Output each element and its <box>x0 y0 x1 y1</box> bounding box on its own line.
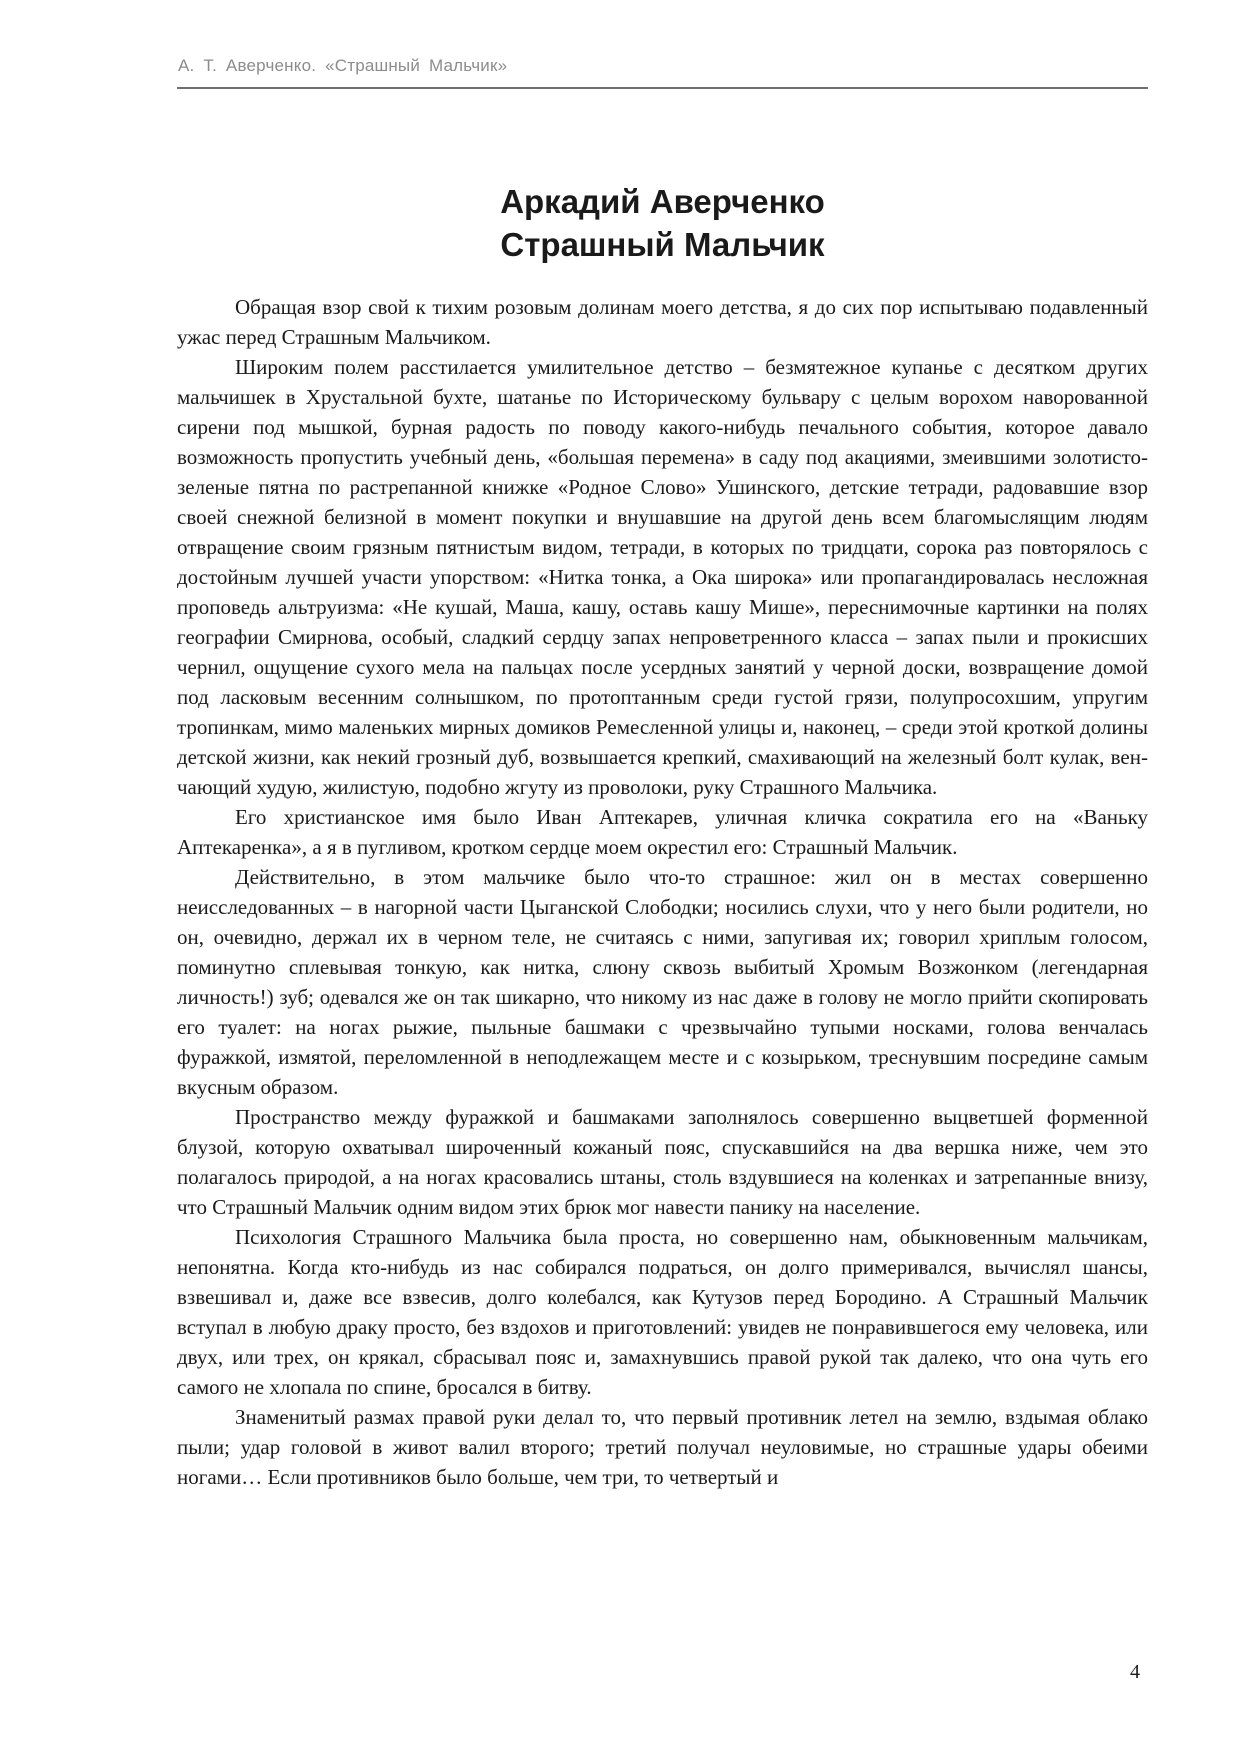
paragraph-6: Психология Страшного Мальчика была проста, но совершенно нам, обыкновенным мальчикам, непонятна. Когда кто-нибудь из нас собирался подраться, он долго примеривался, вычислял шансы, взвешивал и, даже все взвесив, долго колебался, как Кутузов перед Бородино. А Страшный Мальчик вступал в любую драку просто, без вздохов и приготовлений: увидев не понравившегося ему человека, или двух, или трех, он крякал, сбрасывал пояс и, замахнувшись правой рукой так далеко, что она чуть его самого не хлопала по спине, бросался в битву. <box>177 1225 1148 1399</box>
title-author: Аркадий Аверченко <box>500 183 825 220</box>
paragraph-5: Пространство между фуражкой и башмаками заполнялось совершенно выцветшей форменной блузой, которую охватывал широченный кожаный пояс, спускавшийся на два вершка ниже, чем это полагалось природой, а на ногах красовались штаны, столь вздувшиеся на коленках и затрепанные внизу, что Страшный Мальчик одним видом этих брюк мог навести панику на население. <box>177 1105 1148 1219</box>
page-number: 4 <box>1130 1661 1140 1683</box>
page-title <box>177 180 1148 266</box>
paragraph-7: Знаменитый размах правой руки делал то, что первый противник летел на землю, вздымая облако пыли; удар головой в живот валил второго; третий получал неуловимые, но страшные удары обеими ногами… Если противников было больше, чем три, то четвертый и <box>177 1405 1148 1489</box>
title-work: Страшный Мальчик <box>500 226 825 263</box>
body-text <box>177 292 1148 1492</box>
running-header: А. Т. Аверченко. «Страшный Мальчик» <box>178 56 508 75</box>
paragraph-3: Его христианское имя было Иван Аптекарев, уличная кличка сократила его на «Ваньку Аптекаренка», а я в пугливом, кротком сердце моем окрестил его: Страшный Мальчик. <box>177 805 1148 859</box>
paragraph-1: Обращая взор свой к тихим розовым долинам моего детства, я до сих пор испытываю подавленный ужас перед Страшным Мальчиком. <box>177 295 1148 349</box>
header-rule <box>177 87 1148 89</box>
paragraph-4: Действительно, в этом мальчике было что-то страшное: жил он в местах совершенно неисследованных – в нагорной части Цыганской Слободки; носились слухи, что у него были родители, но он, очевидно, держал их в черном теле, не считаясь с ними, запугивая их; говорил хриплым голосом, поминутно сплевывая тонкую, как нитка, слюну сквозь выбитый Хромым Возжонком (легендарная личность!) зуб; одевался же он так шикарно, что никому из нас даже в голову не могло прийти скопировать его туалет: на ногах рыжие, пыльные башмаки с чрезвычайно тупыми носками, голова венчалась фуражкой, измятой, переломленной в неподлежащем месте и с козырьком, треснувшим посредине самым вкусным образом. <box>177 865 1148 1099</box>
paragraph-2: Широким полем расстилается умилительное детство – безмятежное купанье с десятком других мальчишек в Хрустальной бухте, шатанье по Историческому бульвару с целым ворохом наворованной сирени под мышкой, бурная радость по поводу какого-нибудь печального события, которое давало возможность пропустить учебный день, «большая перемена» в саду под акациями, змеившими золотисто-зеленые пятна по растрепанной книжке «Родное Слово» Ушинского, детские тетради, радовавшие взор своей снежной белизной в момент покупки и внушавшие на другой день всем благомыслящим людям отвращение своим грязным пятнистым видом, тетради, в которых по тридцати, сорока раз повторялось с достойным лучшей участи упорством: «Нитка тонка, а Ока широка» или пропагандировалась несложная проповедь альтруизма: «Не кушай, Маша, кашу, оставь кашу Мише», переснимочные картинки на полях географии Смирнова, особый, сладкий сердцу запах непроветренного класса – запах пыли и прокисших чернил, ощущение сухого мела на пальцах после усердных занятий у черной доски, возвращение домой под ласковым весенним солнышком, по протоптанным среди густой грязи, полупросохшим, упругим тропинкам, мимо маленьких мирных домиков Ремесленной улицы и, наконец, – среди этой кроткой долины детской жизни, как некий грозный дуб, возвышается крепкий, смахивающий на железный болт кулак, венчающий худую, жилистую, подобно жгуту из проволоки, руку Страшного Мальчика. <box>177 355 1148 799</box>
